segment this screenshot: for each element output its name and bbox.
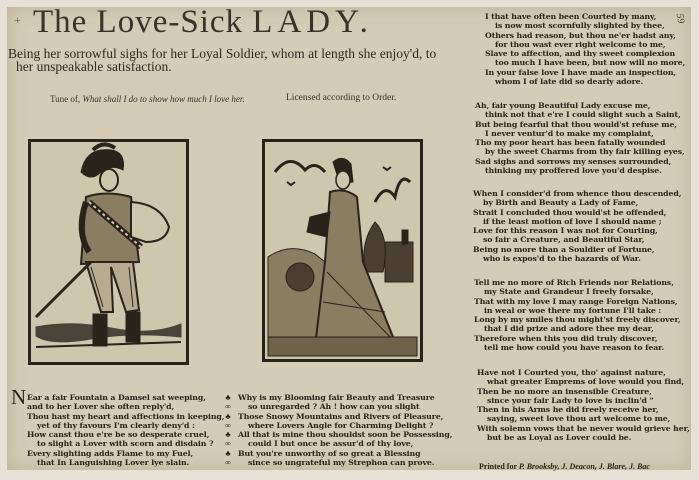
- verse-line: that I did prize and adore thee my dear,: [484, 324, 654, 334]
- verse-line: my State and Grandeur I freely forsake,: [484, 287, 654, 297]
- verse-line: Ah, fair young Beautiful Lady excuse me,: [475, 101, 651, 110]
- subtitle-line-1: Being her sorrowful sighs for her Loyal Soldier, whom at length she enjoy'd, to: [8, 46, 437, 61]
- corner-mark: +: [14, 13, 21, 27]
- verse-line: But you're unworthy of so great a Blessing: [238, 448, 421, 458]
- imprint-names: P. Brooksby, J. Deacon, J. Blare, J. Bac: [518, 462, 650, 471]
- verse-line: and to her Lover she often reply'd,: [27, 402, 175, 412]
- right-verse-3: [473, 189, 681, 263]
- verse-line: Slave to affection, and thy sweet complexion: [485, 49, 676, 59]
- verse-line: Ear a fair Fountain a Damsel sat weeping,: [27, 393, 206, 402]
- verse-line: Then be no more an insensible Creature,: [477, 386, 652, 396]
- verse-line: in weal or woe there my fortune I'll take :: [484, 305, 662, 315]
- verse-line: what greater Emprems of love would you find,: [487, 377, 684, 387]
- verse-line: All that is mine thou shouldst soon be Possessing,: [238, 430, 453, 440]
- verse-line: Those Snowy Mountains and Rivers of Pleasure,: [238, 411, 444, 421]
- verse-line: Being no more than a Souldier of Fortune,: [473, 244, 655, 254]
- verse-line: for thou wast ever right welcome to me,: [495, 39, 666, 49]
- verse-line: Others had reason, but thou ne'er hadst any,: [485, 30, 676, 40]
- verse-line: if the least motion of love I should name ;: [483, 216, 662, 226]
- verse-line: With solemn vows that he never would grieve her,: [477, 423, 690, 433]
- verse-line: In your false love I have made an inspection,: [485, 67, 677, 77]
- title-lady: LADY.: [252, 4, 373, 40]
- verse-line: whom I of late did so dearly adore.: [495, 77, 644, 87]
- verse-line: How canst thou e're be so desperate cruel,: [27, 430, 210, 440]
- verse-line: Every slighting adds Flame to my Fuel,: [27, 448, 194, 458]
- verse-line: Strait I concluded thou would'st be offended,: [473, 207, 667, 217]
- page-number: 59: [673, 12, 687, 25]
- title-main: The Love-Sick: [33, 4, 253, 40]
- verse-line: by Birth and Beauty a Lady of Fame,: [483, 198, 639, 208]
- verse-line: That with my love I may range Foreign Nations,: [474, 296, 678, 306]
- right-verse-1: [485, 12, 685, 86]
- verse-line: tell me how could you have reason to fear.: [484, 343, 665, 353]
- licensed-notice: Licensed according to Order.: [286, 93, 397, 103]
- verse-line: When I consider'd from whence thou descended,: [473, 189, 682, 198]
- verse-line: Love for this reason I was not for Courting,: [473, 226, 658, 236]
- ornament-column: ♣ ∞ ♣ ∞ ♣ ∞ ♣ ∞: [225, 393, 231, 468]
- verse-line: thinking my proffered love you'd despise.: [485, 166, 662, 176]
- verse-line: saying, sweet love thou art welcome to me,: [487, 414, 671, 424]
- subtitle: [8, 47, 438, 73]
- verse-line: Tell me no more of Rich Friends nor Relations,: [474, 278, 674, 287]
- verse-line: Sad sighs and sorrows my senses surrounded,: [475, 156, 672, 166]
- left-verse-1: [11, 385, 225, 468]
- right-verse-5: [477, 368, 690, 442]
- verse-line: too much I have been, but now will no more,: [495, 58, 686, 68]
- verse-line: Therefore when this you did truly discover,: [474, 333, 658, 343]
- verse-line: but be as Loyal as Lover could be.: [487, 433, 632, 443]
- verse-line: Thou hast my heart and affections in keeping,: [27, 411, 225, 421]
- imprint-prefix: Printed for: [479, 462, 519, 471]
- drop-cap: N: [11, 385, 27, 409]
- woodcut-soldier: [28, 139, 189, 365]
- lady-illustration: [265, 142, 420, 359]
- tune-line: [50, 94, 245, 104]
- imprint: [479, 462, 650, 471]
- verse-line: since your fair Lady to love is inclin'd ": [487, 395, 654, 405]
- verse-line: Have not I Courted you, tho' against nature,: [477, 368, 666, 377]
- verse-line: yet of thy favours I'm clearly deny'd :: [37, 420, 195, 430]
- right-verse-4: [474, 278, 681, 352]
- verse-line: Long by my smiles thou might'st freely discover,: [474, 315, 681, 325]
- verse-line: by the sweet Charms from thy fair killing eyes,: [485, 147, 685, 157]
- verse-line: that In Languishing Lover lye slain.: [37, 458, 190, 468]
- soldier-illustration: [31, 142, 186, 362]
- subtitle-line-2: her unspeakable satisfaction.: [16, 59, 172, 74]
- verse-line: Then in his Arms he did freely receive her,: [477, 405, 659, 415]
- tune-prefix: Tune of,: [50, 94, 83, 104]
- verse-line: could I but once be assur'd of thy love,: [248, 439, 414, 449]
- verse-line: who is expos'd to the hazards of War.: [483, 254, 641, 264]
- woodcut-lady: [262, 139, 423, 362]
- verse-line: so unregarded ? Ah ! how can you slight: [248, 402, 420, 412]
- verse-line: I never ventur'd to make my complaint,: [485, 128, 654, 138]
- verse-line: I that have often been Courted by many,: [485, 12, 657, 21]
- verse-line: think not that e're I could slight such a Saint,: [485, 110, 681, 120]
- right-verse-2: [475, 101, 685, 175]
- verse-line: where Lovers Angle for Charming Delight ?: [248, 420, 434, 430]
- verse-line: But being fearful that thou would'st refuse me,: [475, 119, 677, 129]
- tune-name: What shall I do to show how much I love her.: [82, 94, 245, 104]
- broadside-title: [33, 4, 373, 41]
- verse-line: Why is my Blooming fair Beauty and Treasure: [238, 393, 435, 402]
- left-verse-2: [238, 393, 452, 467]
- verse-line: since so ungrateful my Strephon can prove.: [248, 458, 435, 468]
- verse-line: is now most scornfully slighted by thee,: [495, 21, 665, 31]
- verse-line: Tho my poor heart has been fatally wounded: [475, 138, 666, 148]
- verse-line: so fair a Creature, and Beautiful Star,: [483, 235, 645, 245]
- verse-line: to slight a Lover with scorn and disdain ?: [37, 439, 214, 449]
